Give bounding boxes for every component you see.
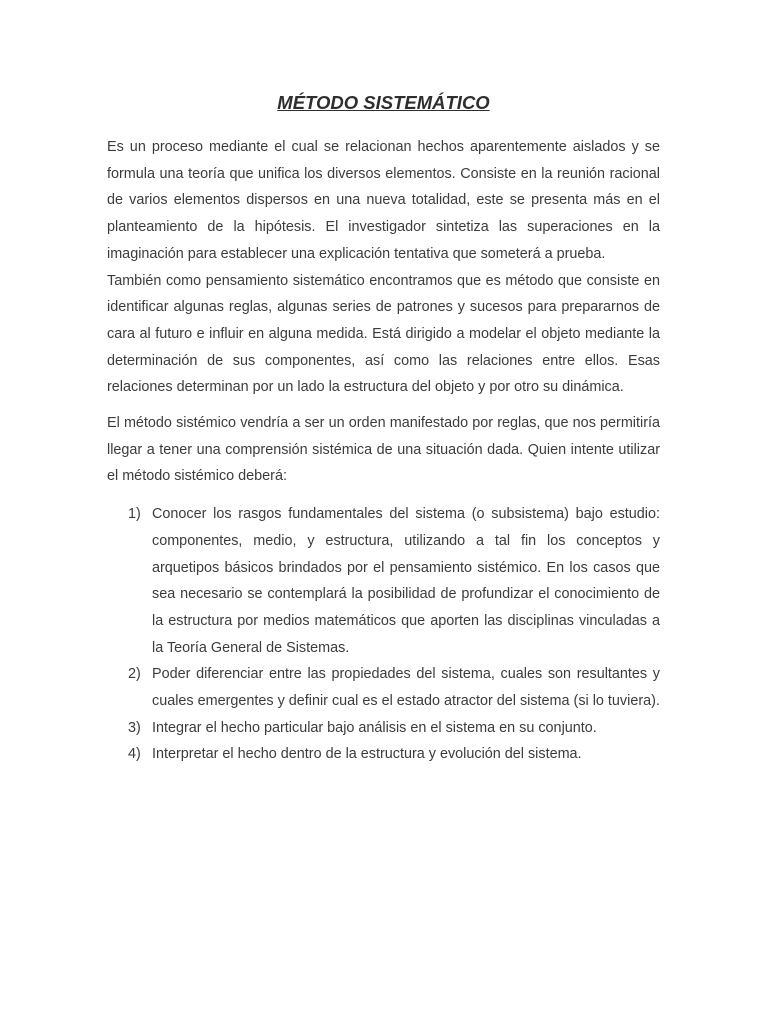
list-item-text: Interpretar el hecho dentro de la estructura y evolución del sistema. <box>152 746 582 763</box>
list-item-number: 2) <box>128 666 141 683</box>
list-item <box>107 715 660 742</box>
paragraph-systematic-thinking: También como pensamiento sistemático encontramos que es método que consiste en identificar algunas reglas, algunas series de patrones y sucesos para prepararnos de cara al futuro e influir en alguna medida. Está dirigido a modelar el objeto mediante la determinación de sus componentes, así como las relaciones entre ellos. Esas relaciones determinan por un lado la estructura del objeto y por otro su dinámica. <box>107 272 660 396</box>
document-page <box>107 90 660 768</box>
list-item-number: 4) <box>128 746 141 763</box>
list-item-text: Conocer los rasgos fundamentales del sistema (o subsistema) bajo estudio: componentes, medio, y estructura, utilizando a tal fin los conceptos y arquetipos básicos brindados por el pensamiento sistémico. En los casos que sea necesario se contemplará la posibilidad de profundizar el conocimiento de la estructura por medios matemáticos que aporten las disciplinas vinculadas a la Teoría General de Sistemas. <box>152 506 660 656</box>
list-item-text: Integrar el hecho particular bajo análisis en el sistema en su conjunto. <box>152 719 597 736</box>
page-title: MÉTODO SISTEMÁTICO <box>277 92 490 113</box>
list-item <box>107 661 660 714</box>
list-item <box>107 501 660 661</box>
paragraph-systemic-method: El método sistémico vendría a ser un orden manifestado por reglas, que nos permitiría llegar a tener una comprensión sistémica de una situación dada. Quien intente utilizar el método sistémico deberá: <box>107 415 660 485</box>
paragraph-intro: Es un proceso mediante el cual se relacionan hechos aparentemente aislados y se formula una teoría que unifica los diversos elementos. Consiste en la reunión racional de varios elementos dispersos en una nueva totalidad, este se presenta más en el planteamiento de la hipótesis. El investigador sintetiza las superaciones en la imaginación para establecer una explicación tentativa que someterá a prueba. <box>107 139 660 262</box>
list-item <box>107 741 660 768</box>
list-item-text: Poder diferenciar entre las propiedades del sistema, cuales son resultantes y cuales emergentes y definir cual es el estado atractor del sistema (si lo tuviera). <box>152 666 660 710</box>
steps-list <box>107 501 660 768</box>
list-item-number: 1) <box>128 506 141 523</box>
list-item-number: 3) <box>128 719 141 736</box>
